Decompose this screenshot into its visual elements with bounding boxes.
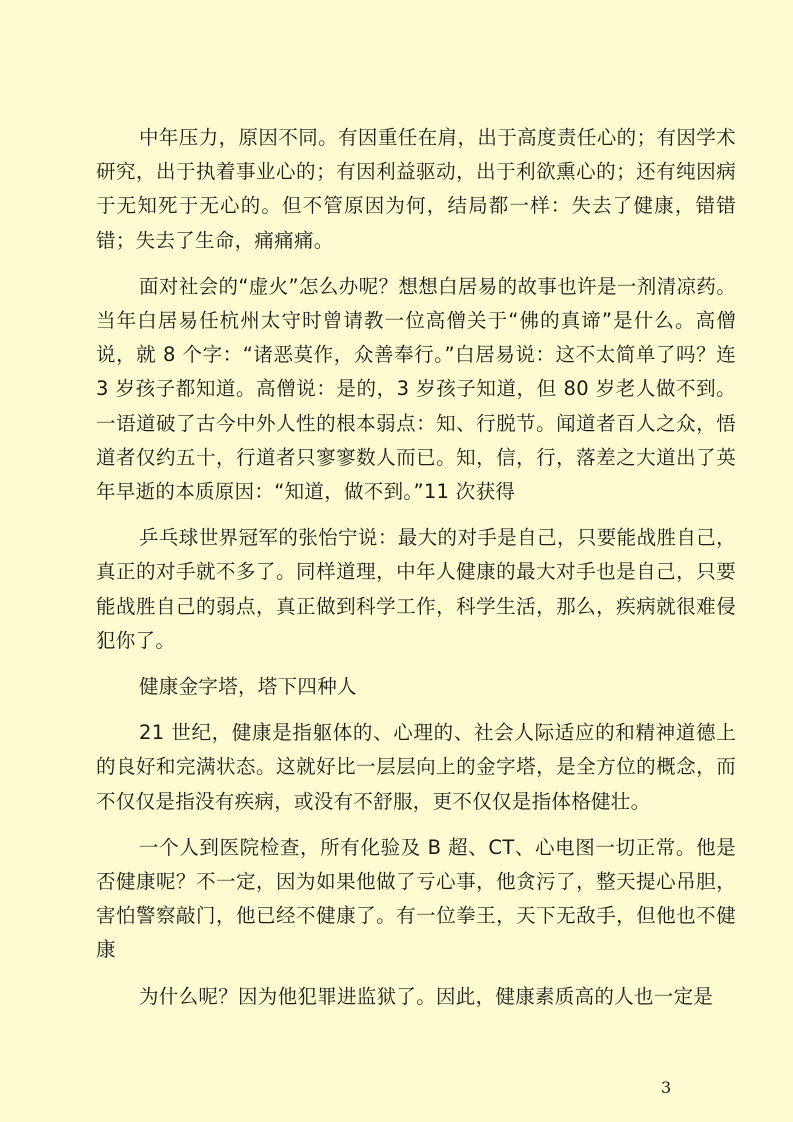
paragraph-zhang-yining: 乒乓球世界冠军的张怡宁说：最大的对手是自己，只要能战胜自己，真正的对手就不多了。同样道理，中年人健康的最大对手也是自己，只要能战胜自己的弱点，真正做到科学工作，科学生活，那么，疾病就很难侵犯你了。 — [96, 526, 736, 652]
document-body — [96, 121, 736, 1026]
paragraph-midlife-pressure: 中年压力，原因不同。有因重任在肩，出于高度责任心的；有因学术研究，出于执着事业心的；有因利益驱动，出于利欲熏心的；还有纯因病于无知死于无心的。但不管原因为何，结局都一样：失去了健康，错错错；失去了生命，痛痛痛。 — [96, 126, 736, 252]
section-heading-health-pyramid: 健康金字塔，塔下四种人 — [139, 675, 357, 699]
page-number: 3 — [661, 1078, 672, 1097]
paragraph-hospital-checkup: 一个人到医院检查，所有化验及 B 超、CT、心电图一切正常。他是否健康呢？不一定，因为如果他做了亏心事，他贪污了，整天提心吊胆，害怕警察敲门，他已经不健康了。有一位拳王，天下无敌手，但他也不健康 — [96, 835, 736, 962]
paragraph-why: 为什么呢？因为他犯罪进监狱了。因此，健康素质高的人也一定是 — [139, 984, 714, 1008]
paragraph-health-definition: 21 世纪，健康是指躯体的、心理的、社会人际适应的和精神道德上的良好和完满状态。这就好比一层层向上的金字塔，是全方位的概念，而不仅仅是指没有疾病，或没有不舒服，更不仅仅是指体格健壮。 — [96, 721, 736, 813]
paragraph-bai-juyi-story: 面对社会的“虚火”怎么办呢？想想白居易的故事也许是一剂清凉药。当年白居易任杭州太守时曾请教一位高僧关于“佛的真谛”是什么。高僧说，就 8 个字：“诸恶莫作，众善奉行。”白居易说：这不太简单了吗？连 3 岁孩子都知道。高僧说：是的，3 岁孩子知道，但 80 岁老人做不到。一语道破了古今中外人性的根本弱点：知、行脱节。闻道者百人之众，悟道者仅约五十，行道者只寥寥数人而已。知，信，行，落差之大道出了英年早逝的本质原因：“知道，做不到。”11 次获得 — [96, 274, 736, 504]
